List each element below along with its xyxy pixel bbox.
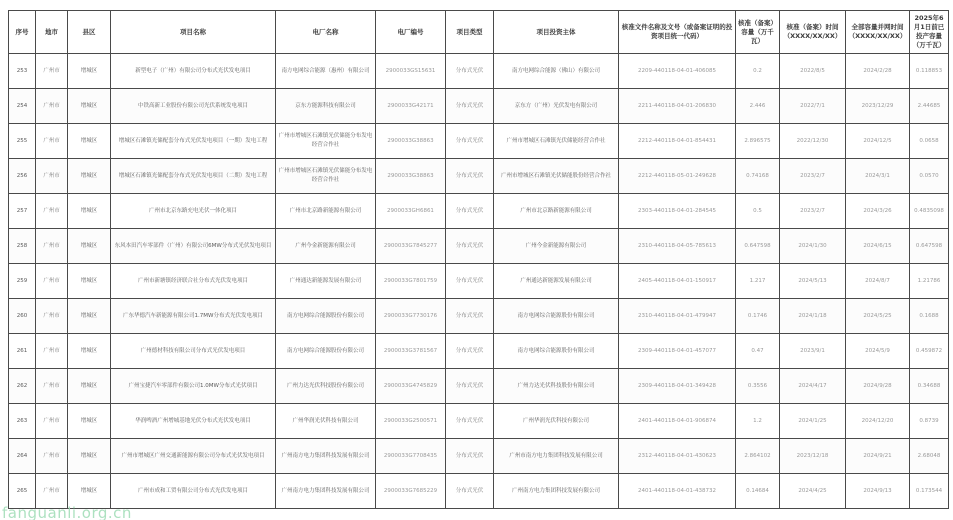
cell-approval-date: 2024/1/18: [780, 299, 846, 334]
cell-plant-id: 2900033G7845277: [376, 229, 446, 264]
cell-plant-id: 2900033G38863: [376, 159, 446, 194]
cell-approval-doc: 2211-440118-04-01-206830: [619, 89, 736, 124]
cell-serial: 257: [9, 194, 36, 229]
cell-investor: 广州市南方电力集团科技发展有限公司: [494, 439, 619, 474]
cell-project-name: 中铁高新工业股份有限公司光伏系统发电项目: [111, 89, 276, 124]
cell-plant-name: 广州通达新能源发展有限公司: [276, 264, 376, 299]
cell-city: 广州市: [36, 404, 68, 439]
cell-approved-capacity: 0.1746: [736, 299, 780, 334]
cell-plant-id: 2900033G4745829: [376, 369, 446, 404]
cell-approval-doc: 2312-440118-04-01-430623: [619, 439, 736, 474]
table-row: [9, 264, 949, 299]
cell-grid-date: 2024/8/7: [846, 264, 910, 299]
header-approval-date: 核准（备案）时间（XXXX/XX/XX）: [780, 11, 846, 54]
cell-city: 广州市: [36, 439, 68, 474]
project-table-container: [8, 10, 948, 509]
cell-city: 广州市: [36, 229, 68, 264]
cell-investor: 南方电网综合能源（佛山）有限公司: [494, 54, 619, 89]
cell-approved-capacity: 1.2: [736, 404, 780, 439]
cell-approval-date: 2022/12/30: [780, 124, 846, 159]
cell-investor: 广州通达新能源发展有限公司: [494, 264, 619, 299]
cell-approved-capacity: 0.647598: [736, 229, 780, 264]
cell-approval-doc: 2309-440118-04-01-457077: [619, 334, 736, 369]
table-row: [9, 404, 949, 439]
cell-investor: 广州市北京路新能源有限公司: [494, 194, 619, 229]
cell-grid-date: 2024/6/15: [846, 229, 910, 264]
cell-city: 广州市: [36, 334, 68, 369]
cell-city: 广州市: [36, 264, 68, 299]
cell-district: 增城区: [68, 229, 111, 264]
cell-approval-date: 2024/1/30: [780, 229, 846, 264]
cell-operating-capacity: 2.44685: [910, 89, 949, 124]
cell-city: 广州市: [36, 474, 68, 509]
cell-serial: 253: [9, 54, 36, 89]
header-plant-name: 电厂名称: [276, 11, 376, 54]
cell-approval-doc: 2309-440118-04-01-349428: [619, 369, 736, 404]
header-operating-capacity: 2025年6月1日前已投产容量（万千瓦）: [910, 11, 949, 54]
cell-investor: 广州市增城区石滩镇光伏储能经营合作社: [494, 124, 619, 159]
cell-project-type: 分布式光伏: [446, 334, 494, 369]
header-city: 地市: [36, 11, 68, 54]
cell-approval-doc: 2310-440118-04-05-785613: [619, 229, 736, 264]
cell-plant-id: 2900033G7801759: [376, 264, 446, 299]
cell-project-name: 东风本田汽车零部件（广州）有限公司6MW分布式光伏发电项目: [111, 229, 276, 264]
cell-operating-capacity: 0.4835098: [910, 194, 949, 229]
cell-district: 增城区: [68, 264, 111, 299]
cell-plant-id: 2900033G7730176: [376, 299, 446, 334]
cell-grid-date: 2024/9/28: [846, 369, 910, 404]
cell-operating-capacity: 0.8739: [910, 404, 949, 439]
cell-city: 广州市: [36, 194, 68, 229]
cell-project-type: 分布式光伏: [446, 194, 494, 229]
cell-plant-name: 广州力达光伏科技股份有限公司: [276, 369, 376, 404]
cell-plant-name: 广州市增城区石滩镇光伏储能分布发电经营合作社: [276, 124, 376, 159]
cell-project-type: 分布式光伏: [446, 369, 494, 404]
cell-project-name: 广州宝捷汽车零部件有限公司1.0MW分布式光伏项目: [111, 369, 276, 404]
table-row: [9, 229, 949, 264]
cell-grid-date: 2024/12/20: [846, 404, 910, 439]
cell-operating-capacity: 0.0658: [910, 124, 949, 159]
cell-project-type: 分布式光伏: [446, 299, 494, 334]
cell-serial: 260: [9, 299, 36, 334]
cell-plant-name: 广州市增城区石滩镇光伏储能分布发电经营合作社: [276, 159, 376, 194]
cell-serial: 264: [9, 439, 36, 474]
cell-approved-capacity: 0.14684: [736, 474, 780, 509]
cell-district: 增城区: [68, 439, 111, 474]
cell-city: 广州市: [36, 54, 68, 89]
table-body: [9, 54, 949, 509]
cell-plant-name: 南方电网综合能源股份有限公司: [276, 299, 376, 334]
cell-approved-capacity: 2.864102: [736, 439, 780, 474]
cell-project-type: 分布式光伏: [446, 54, 494, 89]
header-district: 县区: [68, 11, 111, 54]
cell-approval-doc: 2401-440118-04-01-438732: [619, 474, 736, 509]
cell-district: 增城区: [68, 159, 111, 194]
cell-serial: 255: [9, 124, 36, 159]
cell-investor: 广州华润光伏科技有限公司: [494, 404, 619, 439]
cell-city: 广州市: [36, 124, 68, 159]
cell-approved-capacity: 1.217: [736, 264, 780, 299]
cell-serial: 254: [9, 89, 36, 124]
cell-project-name: 新型电子（广州）有限公司分布式光伏发电项目: [111, 54, 276, 89]
cell-approval-date: 2024/4/17: [780, 369, 846, 404]
cell-grid-date: 2024/2/28: [846, 54, 910, 89]
cell-grid-date: 2024/5/25: [846, 299, 910, 334]
table-row: [9, 369, 949, 404]
table-header-row: [9, 11, 949, 54]
cell-project-type: 分布式光伏: [446, 264, 494, 299]
cell-investor: 广州市增城区石滩镇光伏储能股份经营合作社: [494, 159, 619, 194]
table-row: [9, 124, 949, 159]
cell-grid-date: 2023/12/29: [846, 89, 910, 124]
cell-operating-capacity: 0.459872: [910, 334, 949, 369]
cell-project-name: 广州德材科技有限公司分布式光伏发电项目: [111, 334, 276, 369]
cell-operating-capacity: 0.173544: [910, 474, 949, 509]
cell-project-name: 广州市北京东路充电光伏一体化项目: [111, 194, 276, 229]
cell-plant-name: 广州今金新能源有限公司: [276, 229, 376, 264]
cell-investor: 广州力达光伏科技股份有限公司: [494, 369, 619, 404]
cell-approved-capacity: 0.2: [736, 54, 780, 89]
cell-approval-doc: 2401-440118-04-01-906874: [619, 404, 736, 439]
cell-project-type: 分布式光伏: [446, 404, 494, 439]
cell-city: 广州市: [36, 369, 68, 404]
cell-serial: 261: [9, 334, 36, 369]
project-table: [8, 10, 949, 509]
cell-approval-date: 2022/8/5: [780, 54, 846, 89]
cell-project-type: 分布式光伏: [446, 229, 494, 264]
cell-district: 增城区: [68, 89, 111, 124]
cell-plant-name: 广州南方电力集团科技发展有限公司: [276, 439, 376, 474]
cell-operating-capacity: 1.21786: [910, 264, 949, 299]
header-approved-capacity: 核准（备案）容量（万千瓦）: [736, 11, 780, 54]
cell-approval-doc: 2303-440118-04-01-284545: [619, 194, 736, 229]
cell-plant-id: 2900033G7708435: [376, 439, 446, 474]
cell-approved-capacity: 0.74168: [736, 159, 780, 194]
cell-investor: 南方电网综合能源股份有限公司: [494, 299, 619, 334]
cell-city: 广州市: [36, 299, 68, 334]
cell-approval-date: 2024/5/13: [780, 264, 846, 299]
cell-investor: 广州今金新能源有限公司: [494, 229, 619, 264]
cell-plant-id: 2900033G42171: [376, 89, 446, 124]
cell-project-name: 广东华德汽车新能源有限公司1.7MW分布式光伏发电项目: [111, 299, 276, 334]
cell-approval-doc: 2405-440118-04-01-150917: [619, 264, 736, 299]
cell-approval-doc: 2209-440118-04-01-406085: [619, 54, 736, 89]
table-row: [9, 474, 949, 509]
cell-project-name: 华润啤酒广州增城基地光伏分布式光伏发电项目: [111, 404, 276, 439]
cell-district: 增城区: [68, 334, 111, 369]
cell-approval-date: 2023/2/7: [780, 194, 846, 229]
cell-approval-date: 2023/2/7: [780, 159, 846, 194]
cell-project-type: 分布式光伏: [446, 124, 494, 159]
cell-investor: 广州南方电力集团科技发展有限公司: [494, 474, 619, 509]
header-grid-date: 全部容量并网时间（XXXX/XX/XX）: [846, 11, 910, 54]
cell-grid-date: 2024/9/13: [846, 474, 910, 509]
header-plant-id: 电厂编号: [376, 11, 446, 54]
cell-serial: 263: [9, 404, 36, 439]
cell-plant-id: 2900033G38863: [376, 124, 446, 159]
cell-approval-doc: 2212-440118-04-01-854431: [619, 124, 736, 159]
cell-district: 增城区: [68, 54, 111, 89]
cell-city: 广州市: [36, 89, 68, 124]
cell-investor: 京东方（广州）光伏发电有限公司: [494, 89, 619, 124]
cell-project-type: 分布式光伏: [446, 159, 494, 194]
cell-plant-name: 广州华润光伏科技有限公司: [276, 404, 376, 439]
header-investor: 项目投资主体: [494, 11, 619, 54]
cell-district: 增城区: [68, 369, 111, 404]
cell-district: 增城区: [68, 124, 111, 159]
cell-approval-date: 2023/12/18: [780, 439, 846, 474]
header-serial: 序号: [9, 11, 36, 54]
cell-operating-capacity: 0.0570: [910, 159, 949, 194]
table-row: [9, 54, 949, 89]
cell-project-name: 广州市成和工贸有限公司分布式光伏发电项目: [111, 474, 276, 509]
cell-approval-doc: 2310-440118-04-01-479947: [619, 299, 736, 334]
cell-project-name: 广州市新塘镇经济联合社分布式光伏发电项目: [111, 264, 276, 299]
cell-investor: 南方电网综合能源股份有限公司: [494, 334, 619, 369]
cell-district: 增城区: [68, 404, 111, 439]
header-approval-doc: 核准文件名称及文号（或备案证明的投资项目统一代码）: [619, 11, 736, 54]
cell-serial: 256: [9, 159, 36, 194]
cell-project-type: 分布式光伏: [446, 89, 494, 124]
cell-plant-id: 2900033G7685229: [376, 474, 446, 509]
cell-plant-id: 2900033G2500571: [376, 404, 446, 439]
cell-plant-id: 2900033G3781567: [376, 334, 446, 369]
cell-approval-date: 2024/1/25: [780, 404, 846, 439]
table-row: [9, 89, 949, 124]
cell-approval-date: 2023/9/1: [780, 334, 846, 369]
cell-project-name: 广州市增城区广州交通新能源有限公司分布式光伏发电项目: [111, 439, 276, 474]
cell-plant-name: 广州南方电力集团科技发展有限公司: [276, 474, 376, 509]
cell-operating-capacity: 2.68048: [910, 439, 949, 474]
cell-plant-id: 2900033GS15631: [376, 54, 446, 89]
cell-approval-date: 2022/7/1: [780, 89, 846, 124]
cell-approved-capacity: 0.47: [736, 334, 780, 369]
cell-grid-date: 2024/12/5: [846, 124, 910, 159]
cell-grid-date: 2024/3/26: [846, 194, 910, 229]
table-row: [9, 194, 949, 229]
cell-grid-date: 2024/3/1: [846, 159, 910, 194]
cell-approval-date: 2024/4/25: [780, 474, 846, 509]
table-row: [9, 334, 949, 369]
cell-project-type: 分布式光伏: [446, 439, 494, 474]
cell-project-name: 增城区石滩镇光储配套分布式光伏发电项目（二期）发电工程: [111, 159, 276, 194]
cell-operating-capacity: 0.647598: [910, 229, 949, 264]
cell-district: 增城区: [68, 299, 111, 334]
cell-serial: 259: [9, 264, 36, 299]
cell-plant-id: 2900033GH6861: [376, 194, 446, 229]
cell-approved-capacity: 2.896575: [736, 124, 780, 159]
cell-plant-name: 南方电网综合能源股份有限公司: [276, 334, 376, 369]
cell-grid-date: 2024/5/9: [846, 334, 910, 369]
cell-plant-name: 京东方能源科技有限公司: [276, 89, 376, 124]
cell-city: 广州市: [36, 159, 68, 194]
table-row: [9, 159, 949, 194]
cell-plant-name: 广州市北京路新能源有限公司: [276, 194, 376, 229]
cell-district: 增城区: [68, 194, 111, 229]
cell-plant-name: 南方电网综合能源（惠州）有限公司: [276, 54, 376, 89]
cell-approval-doc: 2212-440118-05-01-249628: [619, 159, 736, 194]
cell-operating-capacity: 0.34688: [910, 369, 949, 404]
header-project-type: 项目类型: [446, 11, 494, 54]
cell-operating-capacity: 0.118853: [910, 54, 949, 89]
cell-serial: 265: [9, 474, 36, 509]
header-project-name: 项目名称: [111, 11, 276, 54]
cell-district: 增城区: [68, 474, 111, 509]
cell-project-name: 增城区石滩镇光储配套分布式光伏发电项目（一期）发电工程: [111, 124, 276, 159]
cell-serial: 258: [9, 229, 36, 264]
cell-approved-capacity: 0.5: [736, 194, 780, 229]
cell-grid-date: 2024/9/21: [846, 439, 910, 474]
cell-approved-capacity: 0.3556: [736, 369, 780, 404]
table-row: [9, 299, 949, 334]
cell-operating-capacity: 0.1688: [910, 299, 949, 334]
watermark: fanguanli.org.cn: [2, 504, 132, 520]
cell-serial: 262: [9, 369, 36, 404]
table-row: [9, 439, 949, 474]
cell-project-type: 分布式光伏: [446, 474, 494, 509]
cell-approved-capacity: 2.446: [736, 89, 780, 124]
